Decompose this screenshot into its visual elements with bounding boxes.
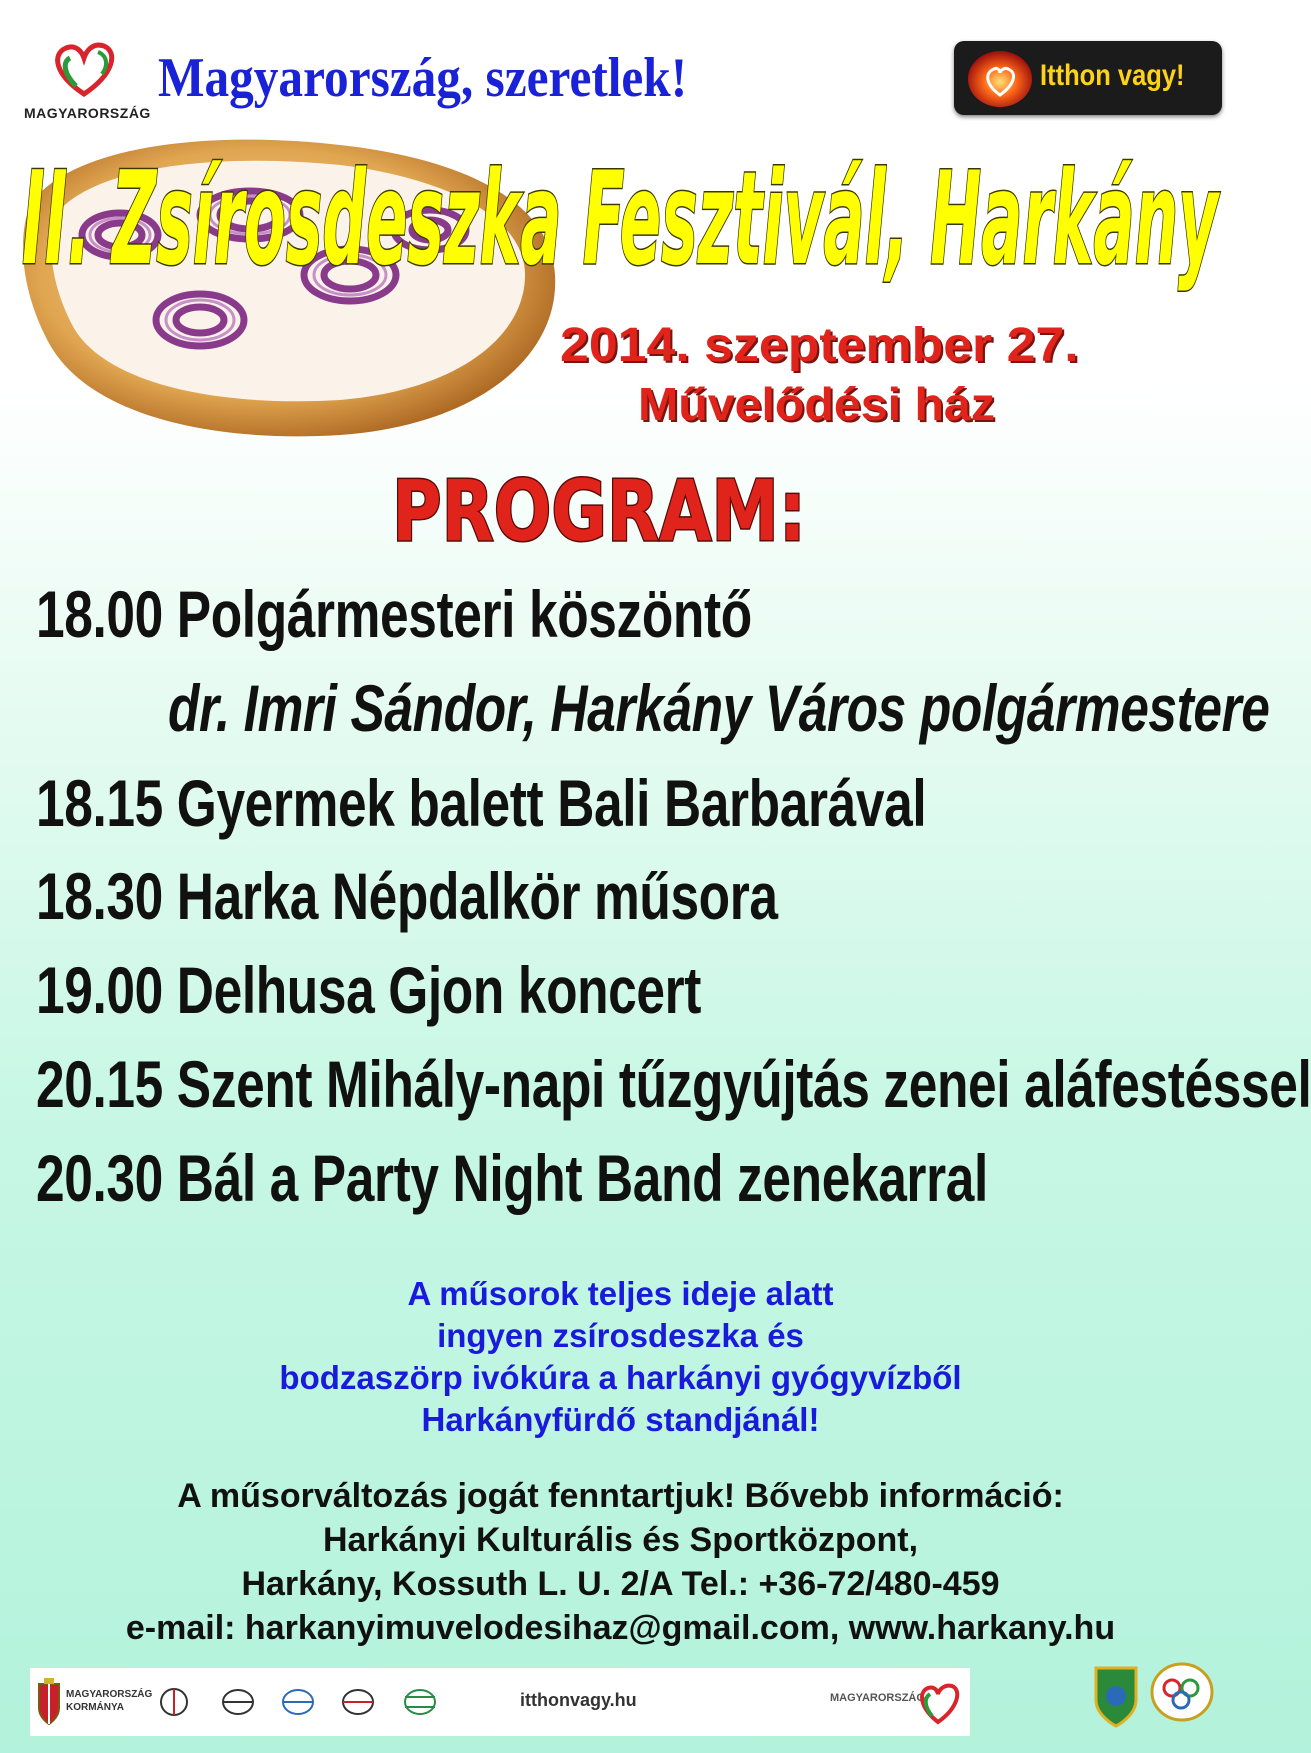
offer-line: ingyen zsírosdeszka és bbox=[437, 1317, 804, 1354]
free-offer-notice bbox=[0, 1273, 1241, 1441]
program-item: 18.00 Polgármesteri köszöntő bbox=[36, 577, 752, 651]
info-line: e-mail: harkanyimuvelodesihaz@gmail.com, www.harkany.hu bbox=[125, 1609, 1116, 1647]
info-line: Harkányi Kulturális és Sportközpont, bbox=[322, 1521, 919, 1559]
contact-info bbox=[0, 1474, 1241, 1650]
offer-line: A műsorok teljes ideje alatt bbox=[407, 1275, 834, 1312]
program-item: 20.30 Bál a Party Night Band zenekarral bbox=[36, 1141, 988, 1215]
festival-title-text: II. Zsírosdeszka Fesztivál, Harkány bbox=[22, 145, 1221, 294]
local-emblems bbox=[1088, 1660, 1218, 1730]
info-line: Harkány, Kossuth L. U. 2/A Tel.: +36-72/480-459 bbox=[241, 1565, 1000, 1603]
info-line: A műsorváltozás jogát fenntartjuk! Bővebb információ: bbox=[177, 1477, 1064, 1515]
tv-channel-logos bbox=[158, 1682, 478, 1722]
brand-label: MAGYARORSZÁG bbox=[830, 1692, 925, 1704]
program-item: 20.15 Szent Mihály-napi tűzgyújtás zenei aláfestéssel bbox=[36, 1047, 1311, 1121]
program-item-subtitle: dr. Imri Sándor, Harkány Város polgármestere bbox=[168, 671, 1270, 745]
flame-icon bbox=[962, 45, 1038, 111]
program-item: 18.30 Harka Népdalkör műsora bbox=[36, 859, 778, 933]
coat-of-arms-icon bbox=[36, 1678, 62, 1726]
program-heading-text: PROGRAM: bbox=[392, 462, 806, 560]
slogan: Magyarország, szeretlek! bbox=[158, 47, 688, 109]
magyarorszag-logo bbox=[24, 36, 151, 126]
heart-logo-icon bbox=[24, 36, 144, 100]
itthon-vagy-badge bbox=[954, 41, 1222, 115]
festival-title bbox=[18, 128, 1228, 328]
program-item: 18.15 Gyermek balett Bali Barbarával bbox=[36, 766, 927, 840]
event-venue: Művelődési ház bbox=[638, 378, 995, 430]
program-item: 19.00 Delhusa Gjon koncert bbox=[36, 953, 702, 1027]
heart-logo-small-icon bbox=[910, 1672, 966, 1728]
logo-label: MAGYARORSZÁG bbox=[24, 105, 151, 121]
event-date: 2014. szeptember 27. bbox=[560, 319, 1079, 372]
government-label: MAGYARORSZÁG KORMÁNYA bbox=[66, 1689, 153, 1713]
offer-line: bodzaszörp ivókúra a harkányi gyógyvízből bbox=[279, 1359, 962, 1396]
sponsor-strip bbox=[30, 1668, 970, 1736]
badge-label: Itthon vagy! bbox=[1040, 59, 1185, 92]
website-label: itthonvagy.hu bbox=[520, 1690, 637, 1710]
offer-line: Harkányfürdő standjánál! bbox=[421, 1401, 820, 1438]
program-heading bbox=[390, 462, 810, 560]
